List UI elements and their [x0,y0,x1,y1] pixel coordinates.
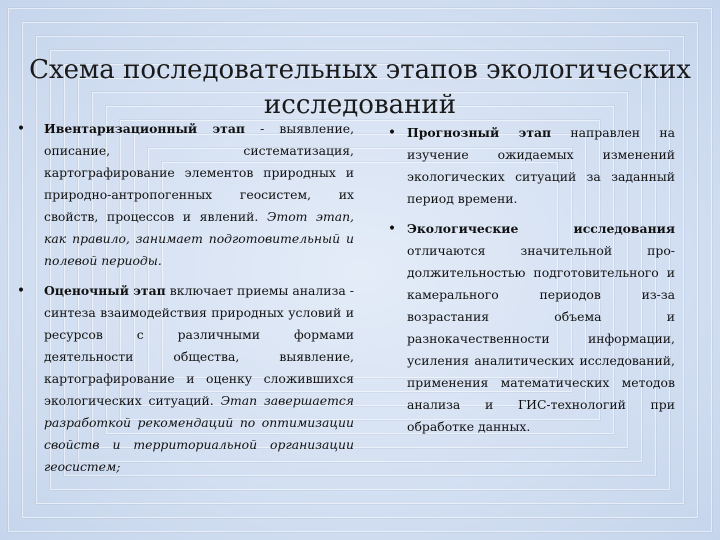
bullet-icon: • [387,125,397,141]
slide-title-line-2: исследований [263,90,457,121]
assessment-stage-italic: Этап завершается разработкой рекомендаций по оптимизации свойств и территориальной организации геосистем; [44,393,354,474]
bullet-icon: • [387,221,397,237]
inventory-stage-text: - выявление, описание, систематизация, картографирование элементов природных и природно-антропогенных геосистем, их свойств, процессов и явлений. [44,121,355,224]
slide-title [0,53,720,123]
term-inventory-stage: Ивентаризационный этап [44,121,245,136]
forecast-stage-text: направлен на изучение ожидаемых изменений экологических ситуаций за заданный период времени. [407,125,675,206]
bullet-icon: • [16,121,26,137]
term-assessment-stage: Оценочный этап [44,283,166,298]
list-item-ecological-research [385,218,675,438]
right-column [385,122,675,446]
list-item-assessment-stage [14,280,354,478]
list-item-inventory-stage [14,118,354,272]
left-column [14,118,354,486]
ecological-research-text: отличаются значительной про-должительностью подготовительного и камерального периодов из-за возрастания объема и разнокачественности информации, усиления аналитических исследований, применения математических методов анализа и ГИС-технологий при обработке данных. [407,243,675,434]
slide-title-line-1: Схема последовательных этапов экологических [29,55,691,86]
inventory-stage-italic: Этот этап, как правило, занимает подготовительный и полевой периоды. [44,209,354,268]
term-forecast-stage: Прогнозный этап [407,125,552,140]
term-ecological-research: Экологические исследования [407,221,675,236]
list-item-forecast-stage [385,122,675,210]
bullet-icon: • [16,283,26,299]
assessment-stage-text: включает приемы анализа - синтеза взаимодействия природных условий и ресурсов с различными формами деятельности общества, выявление, картографирование и оценку сложившихся экологических ситуаций. [44,283,354,408]
